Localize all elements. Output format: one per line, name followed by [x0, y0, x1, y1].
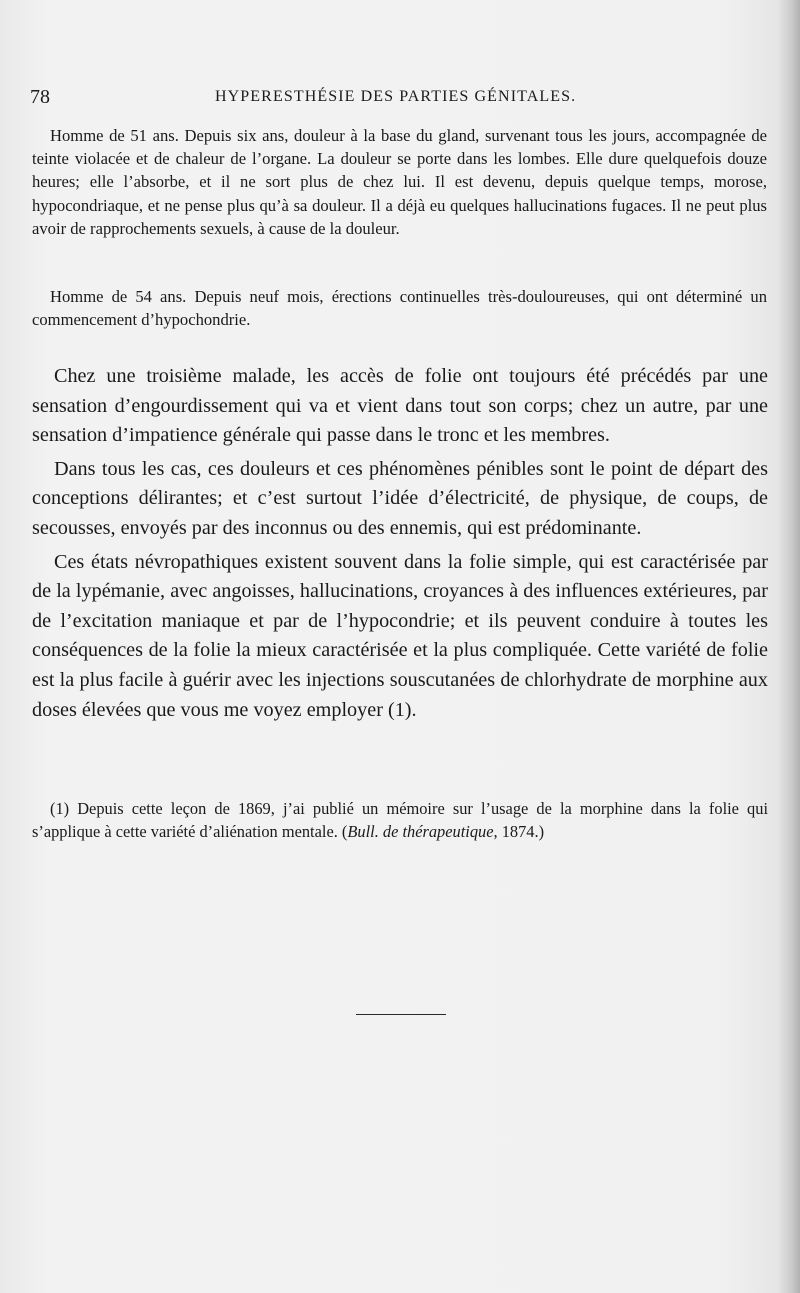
footnote — [32, 797, 768, 844]
body-paragraph: Dans tous les cas, ces douleurs et ces phénomènes pénibles sont le point de départ des conceptions délirantes; et c’est surtout l’idée d’électricité, de physique, de coups, de secousses, envoyés par des inconnus ou des ennemis, qui est prédominante. — [32, 457, 768, 539]
running-title: HYPERESTHÉSIE DES PARTIES GÉNITALES. — [215, 88, 577, 105]
main-text — [32, 362, 768, 729]
page-edge-shadow — [778, 0, 800, 1293]
footnote-text-end: , 1874.) — [493, 822, 545, 842]
page-header — [30, 86, 770, 110]
footnote-text: (1) Depuis cette leçon de 1869, j’ai publié un mémoire sur l’usage de la morphine dans la folie qui s’applique à cette variété d’aliénation mentale. ( — [32, 799, 768, 842]
body-paragraph: Chez une troisième malade, les accès de folie ont toujours été précédés par une sensation d’engourdissement qui va et vient dans tout son corps; chez un autre, par une sensation d’impatience générale qui passe dans le tronc et les membres. — [32, 365, 768, 447]
end-rule — [356, 1014, 446, 1015]
body-paragraph: Ces états névropathiques existent souvent dans la folie simple, qui est caractérisée par de la lypémanie, avec angoisses, hallucinations, croyances à des influences extérieures, par de l’excitation maniaque et par de l’hypocondrie; et ils peuvent conduire à toutes les conséquences de la folie la mieux caractérisée et la plus compliquée. Cette variété de folie est la plus facile à guérir avec les injections souscutanées de chlorhydrate de morphine aux doses élevées que vous me voyez employer (1). — [32, 550, 768, 721]
observation-paragraph: Homme de 54 ans. Depuis neuf mois, érections continuelles très-douloureuses, qui ont déterminé un commencement d’hypochondrie. — [32, 287, 767, 330]
footnote-citation: Bull. de thérapeutique — [347, 822, 494, 842]
page-number: 78 — [30, 86, 50, 108]
observation-paragraph: Homme de 51 ans. Depuis six ans, douleur à la base du gland, survenant tous les jours, accompagnée de teinte violacée et de chaleur de l’organe. La douleur se porte dans les lombes. Elle dure quelquefois douze heures; elle l’absorbe, et il ne sort plus de chez lui. Il est devenu, depuis quelque temps, morose, hypocondriaque, et ne pense plus qu’à sa douleur. Il a déjà eu quelques hallucinations fugaces. Il ne peut plus avoir de rapprochements sexuels, à cause de la douleur. — [32, 126, 767, 238]
